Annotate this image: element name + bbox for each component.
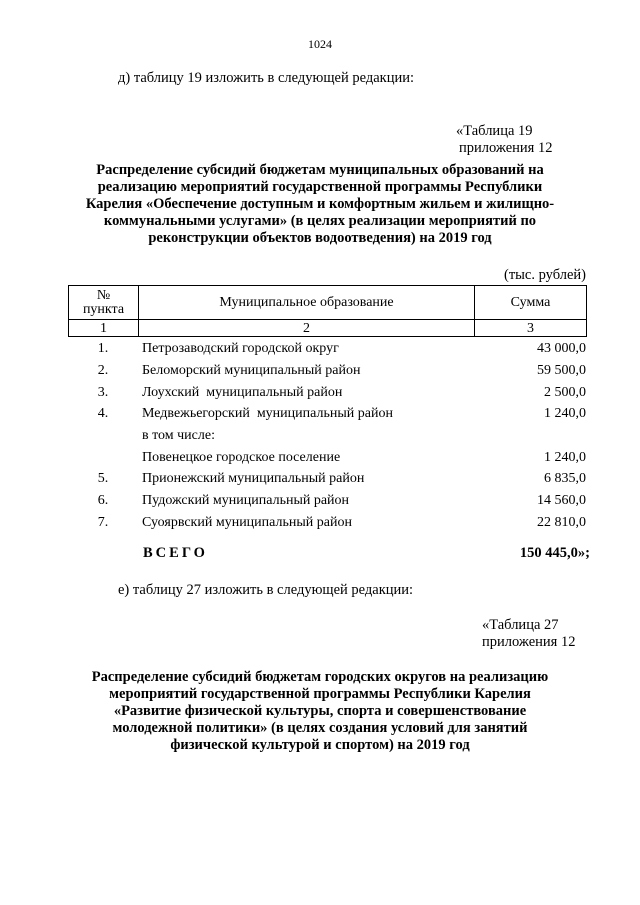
table19-header: [68, 285, 587, 337]
row-name: Суоярвский муниципальный район: [142, 515, 352, 530]
table27-title: [80, 669, 560, 754]
table19-title-line: Распределение субсидий бюджетам муниципальных образований на: [96, 162, 544, 178]
row-name: Прионежский муниципальный район: [142, 471, 365, 486]
table-row: [0, 428, 640, 448]
header-sum: Сумма: [475, 286, 587, 320]
column-number-3: 3: [475, 320, 587, 337]
row-amount: 14 560,0: [537, 493, 586, 508]
units-label: (тыс. рублей): [504, 267, 586, 283]
row-amount: 1 240,0: [544, 406, 586, 421]
row-amount: 2 500,0: [544, 385, 586, 400]
table27-title-line: молодежной политики» (в целях создания условий для занятий: [112, 720, 528, 736]
table19-title: [80, 162, 560, 247]
table19-title-line: Карелия «Обеспечение доступным и комфортным жильем и жилищно-: [85, 196, 555, 212]
table-row: [0, 363, 640, 383]
table-row: [0, 406, 640, 426]
total-label: ВСЕГО: [143, 545, 208, 561]
table-row: [0, 471, 640, 491]
table19-title-line: реализацию мероприятий государственной программы Республики: [97, 179, 543, 195]
row-number: 3.: [97, 385, 109, 400]
instruction-e: е) таблицу 27 изложить в следующей редакции:: [118, 582, 414, 598]
table27-ref-line1: «Таблица 27: [482, 617, 559, 633]
header-number: [69, 286, 139, 320]
row-amount: 1 240,0: [544, 450, 586, 465]
table19-ref-line2: приложения 12: [459, 140, 553, 156]
row-amount: 22 810,0: [537, 515, 586, 530]
row-number: 4.: [97, 406, 109, 421]
row-number: 6.: [97, 493, 109, 508]
table-row: [0, 515, 640, 535]
row-name: Повенецкое городское поселение: [142, 450, 341, 465]
row-amount: 6 835,0: [544, 471, 586, 486]
table19-title-line: реконструкции объектов водоотведения) на 2019 год: [148, 230, 492, 246]
row-number: 5.: [97, 471, 109, 486]
table19-reference: [456, 123, 552, 157]
row-number: 2.: [97, 363, 109, 378]
header-number-line1: №: [96, 287, 111, 303]
row-number: 7.: [97, 515, 109, 530]
table-row: [0, 493, 640, 513]
row-amount: 43 000,0: [537, 341, 586, 356]
table27-ref-line2: приложения 12: [482, 634, 576, 650]
column-number-1: 1: [69, 320, 139, 337]
row-name: Петрозаводский городской округ: [142, 341, 339, 356]
header-municipality: Муниципальное образование: [139, 286, 475, 320]
column-number-2: 2: [139, 320, 475, 337]
table-row: [0, 385, 640, 405]
table-row: [0, 450, 640, 470]
row-name: Лоухский муниципальный район: [142, 385, 343, 400]
table19-title-line: коммунальными услугами» (в целях реализации мероприятий по: [103, 213, 537, 229]
table27-reference: [482, 617, 575, 651]
table27-title-line: Распределение субсидий бюджетам городских округов на реализацию: [91, 669, 549, 685]
row-number: 1.: [97, 341, 109, 356]
table27-title-line: физической культурой и спортом) на 2019 год: [170, 737, 470, 753]
table-row: [0, 341, 640, 361]
table27-title-line: «Развитие физической культуры, спорта и совершенствование: [113, 703, 527, 719]
table19-ref-line1: «Таблица 19: [456, 123, 533, 139]
row-name: Беломорский муниципальный район: [142, 363, 361, 378]
header-number-line2: пункта: [82, 301, 125, 317]
row-amount: 59 500,0: [537, 363, 586, 378]
row-name: Пудожский муниципальный район: [142, 493, 350, 508]
row-name: в том числе:: [142, 428, 215, 443]
instruction-d: д) таблицу 19 изложить в следующей редакции:: [118, 70, 415, 86]
table27-title-line: мероприятий государственной программы Республики Карелия: [109, 686, 531, 702]
page-number: 1024: [308, 37, 332, 51]
row-name: Медвежьегорский муниципальный район: [142, 406, 393, 421]
total-amount: 150 445,0»;: [519, 545, 590, 561]
